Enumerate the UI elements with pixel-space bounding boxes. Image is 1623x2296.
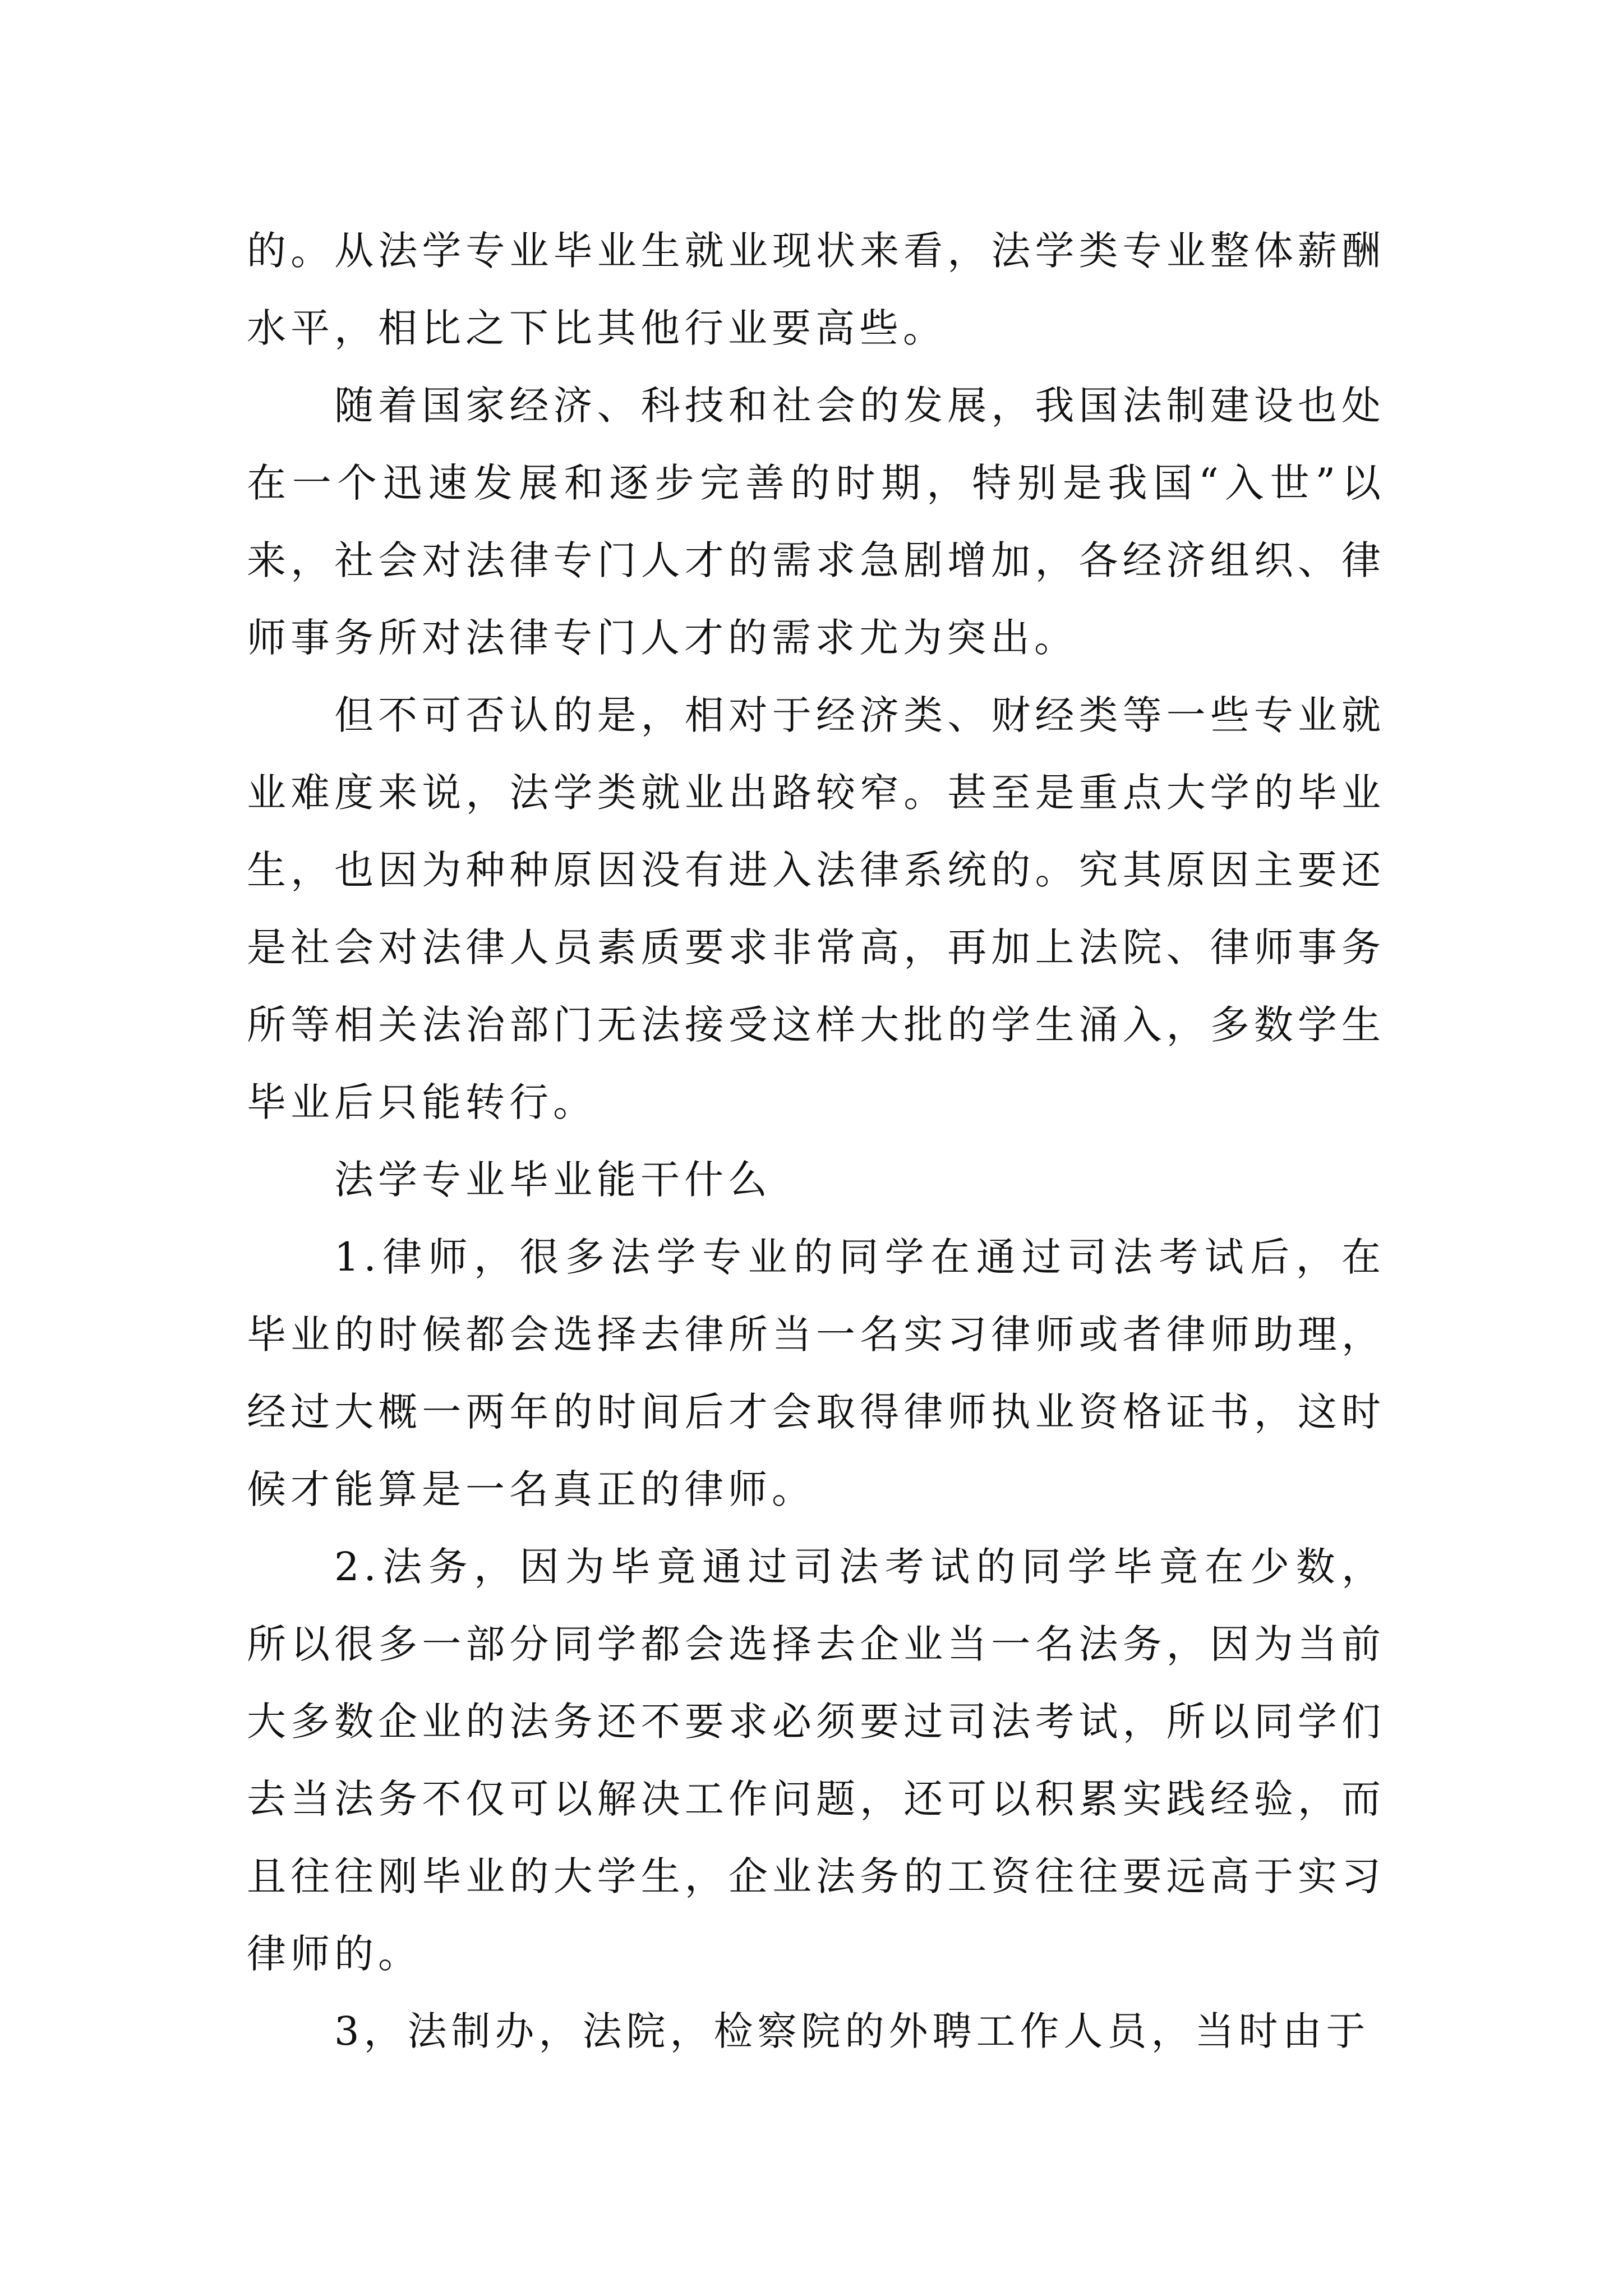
section-heading-career-options: 法学专业毕业能干什么 [334,1157,772,1203]
document-body [247,212,1385,2070]
paragraph-employment-difficulty: 但不可否认的是，相对于经济类、财经类等一些专业就业难度来说，法学类就业出路较窄。甚至是重点大学的毕业生，也因为种种原因没有进入法律系统的。究其原因主要还是社会对法律人员素质要求非常高，再加上法院、律师事务所等相关法治部门无法接受这样大批的学生涌入，多数学生毕业后只能转行。 [247,692,1385,1125]
paragraph-legal-development: 随着国家经济、科技和社会的发展，我国法制建设也处在一个迅速发展和逐步完善的时期，特别是我国“入世”以来，社会对法律专门人才的需求急剧增加，各经济组织、律师事务所对法律专门人才的需求尤为突出。 [247,383,1385,661]
list-item-court-staff: 3，法制办，法院，检察院的外聘工作人员，当时由于 [334,2008,1370,2054]
paragraph-continuation: 的。从法学专业毕业生就业现状来看，法学类专业整体薪酬水平，相比之下比其他行业要高些。 [247,228,1385,351]
list-item-legal-affairs: 2.法务，因为毕竟通过司法考试的同学毕竟在少数，所以很多一部分同学都会选择去企业当一名法务，因为当前大多数企业的法务还不要求必须要过司法考试，所以同学们去当法务不仅可以解决工作问题，还可以积累实践经验，而且往往刚毕业的大学生，企业法务的工资往往要远高于实习律师的。 [247,1544,1385,1977]
list-item-lawyer: 1.律师，很多法学专业的同学在通过司法考试后，在毕业的时候都会选择去律所当一名实习律师或者律师助理，经过大概一两年的时间后才会取得律师执业资格证书，这时候才能算是一名真正的律师。 [247,1234,1385,1512]
